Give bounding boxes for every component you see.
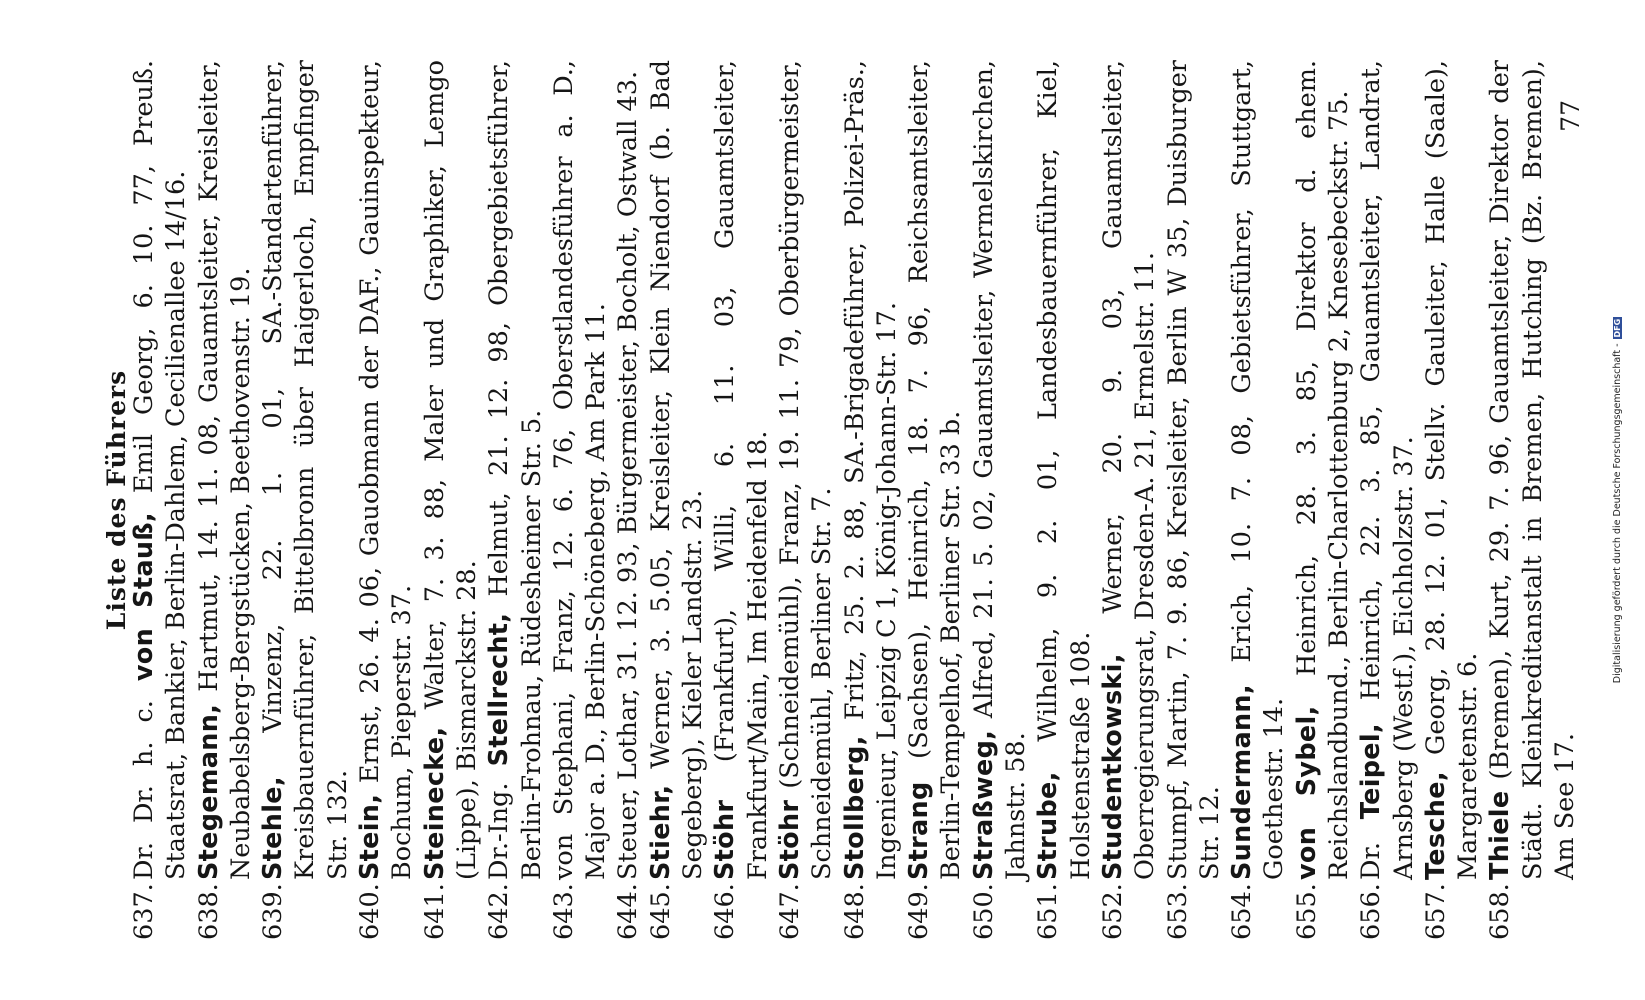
- entry-surname: Stollberg,: [839, 735, 870, 880]
- entry-text: [709, 60, 774, 880]
- entry-details: (Schneidemühl), Franz, 19. 11. 79, Oberbürgermeister, Schneidemühl, Berliner Str. 7.: [774, 59, 838, 880]
- entry-surname: Thiele: [1485, 790, 1516, 880]
- entry-surname: Stöhr: [774, 799, 805, 880]
- entry-number: 650.: [968, 883, 999, 940]
- entry-text: [839, 60, 904, 880]
- entry-number: 653.: [1162, 883, 1193, 940]
- entry-details: Heinrich, 28. 3. 85, Direktor d. ehem. Reichslandbund., Berlin-Charlottenburg 2, Knesebeckstr. 75.: [1291, 59, 1354, 880]
- entry-text: [128, 60, 193, 880]
- list-item: [128, 60, 193, 940]
- entry-number: 640.: [355, 883, 386, 940]
- digitization-credit-text: Digitalisierung gefördert durch die Deutsche Forschungsgemeinschaft -: [1612, 343, 1623, 684]
- entry-number: 639.: [258, 883, 289, 940]
- entry-details: Werner, 3. 5.05, Kreisleiter, Klein Niendorf (b. Bad Segeberg), Kieler Landstr. 23.: [645, 59, 709, 880]
- list-item: [839, 60, 904, 940]
- entry-number: 644.: [613, 883, 644, 940]
- entry-prefix: Stumpf, Martin, 7. 9. 86, Kreisleiter, Berlin W 35, Duisburger Str. 12.: [1162, 60, 1225, 880]
- list-item: [709, 60, 774, 940]
- entry-details: Emil Georg, 6. 10. 77, Preuß. Staatsrat, Bankier, Berlin-Dahlem, Cecilienallee 14/16.: [129, 60, 192, 880]
- entry-surname: Straßweg,: [968, 729, 999, 880]
- entry-surname: Strube,: [1033, 771, 1064, 880]
- entry-surname: Tesche,: [1420, 771, 1451, 880]
- entry-text: [1097, 60, 1162, 880]
- entry-text: [483, 60, 548, 880]
- entry-number: 648.: [839, 883, 870, 940]
- entry-number: 657.: [1420, 883, 1451, 940]
- entry-number: 651.: [1033, 883, 1064, 940]
- entry-details: Wilhelm, 9. 2. 01, Landesbauernführer, Kiel, Holstenstraße 108.: [1033, 60, 1096, 880]
- list-item: [1162, 60, 1227, 940]
- entry-surname: von Sybel,: [1291, 705, 1322, 880]
- entry-details: (Frankfurt), Willi, 6. 11. 03, Gauamtsleiter, Frankfurt/Main, Im Heidenfeld 18.: [710, 60, 773, 880]
- entry-number: 656.: [1356, 883, 1387, 940]
- entry-text: [903, 60, 968, 880]
- entry-text: [774, 60, 839, 880]
- entry-number: 658.: [1485, 883, 1516, 940]
- list-item: [774, 60, 839, 940]
- entry-surname: Stiehr,: [645, 784, 676, 880]
- entry-text: [1291, 60, 1356, 880]
- entry-details: Fritz, 25. 2. 88, SA.-Brigadeführer, Polizei-Präs., Ingenieur, Leipzig C 1, König-Johann-Str. 17.: [839, 60, 902, 880]
- entry-surname: Studentkowski,: [1097, 653, 1128, 880]
- entry-text: [645, 60, 710, 880]
- entry-text: [548, 60, 613, 880]
- entry-number: 652.: [1097, 883, 1128, 940]
- entry-details: Hartmut, 14. 11. 08, Gauamtsleiter, Kreisleiter, Neubabelsberg-Bergstücken, Beethovenstr. 19.: [193, 59, 256, 880]
- entry-surname: Steinecke,: [419, 726, 450, 880]
- list-item: [419, 60, 484, 940]
- entry-list: [128, 60, 1581, 940]
- list-item: [548, 60, 613, 940]
- list-item: [1226, 60, 1291, 940]
- list-item: [257, 60, 354, 940]
- list-item: [1484, 60, 1581, 940]
- entry-surname: Strang: [904, 781, 935, 880]
- entry-prefix: Dr.: [1356, 842, 1387, 880]
- entry-text: [1355, 60, 1420, 880]
- entry-text: [257, 60, 354, 880]
- entry-surname: Sundermann,: [1227, 684, 1258, 880]
- list-item: [483, 60, 548, 940]
- entry-number: 642.: [484, 883, 515, 940]
- entry-surname: von Stauß,: [129, 512, 159, 682]
- page-number: 77: [1556, 100, 1585, 132]
- entry-number: 643.: [548, 883, 579, 940]
- entry-text: [1226, 60, 1291, 880]
- entry-number: 638.: [193, 883, 224, 940]
- entry-surname: Stegemann,: [193, 703, 224, 880]
- entry-details: Helmut, 21. 12. 98, Obergebietsführer, Berlin-Frohnau, Rüdesheimer Str. 5.: [484, 59, 547, 880]
- list-item: [903, 60, 968, 940]
- entry-details: Heinrich, 22. 3. 85, Gauamtsleiter, Landrat, Arnsberg (Westf.), Eichholzstr. 37.: [1356, 59, 1419, 880]
- entry-number: 646.: [710, 883, 741, 940]
- list-item: [612, 60, 644, 940]
- entry-details: Alfred, 21. 5. 02, Gauamtsleiter, Wermelskirchen, Jahnstr. 58.: [968, 60, 1032, 880]
- dfg-logo: DFG: [1613, 318, 1622, 338]
- entry-details: Vinzenz, 22. 1. 01, SA.-Standartenführer, Kreisbauernführer, Bittelbronn über Haigerloch, Empfinger Str. 132.: [258, 60, 353, 880]
- entry-prefix: Dr.-Ing.: [484, 782, 515, 880]
- list-item: [193, 60, 258, 940]
- entry-details: Georg, 28. 12. 01, Stellv. Gauleiter, Halle (Saale), Margaretenstr. 6.: [1420, 59, 1484, 880]
- entry-number: 654.: [1227, 883, 1258, 940]
- list-item: [968, 60, 1033, 940]
- entry-number: 645.: [645, 883, 676, 940]
- entry-surname: Teipel,: [1356, 723, 1387, 820]
- entry-surname: Stein,: [355, 793, 386, 880]
- list-item: [354, 60, 419, 940]
- entry-text: [1032, 60, 1097, 880]
- entry-text: [612, 60, 644, 880]
- entry-surname: Stöhr: [710, 799, 741, 880]
- entry-prefix: Steuer, Lothar, 31. 12. 93, Bürgermeister, Bocholt, Ostwall 43.: [613, 70, 644, 880]
- entry-number: 655.: [1291, 883, 1322, 940]
- entry-surname: Stehle,: [258, 776, 289, 880]
- entry-text: [193, 60, 258, 880]
- list-item: [645, 60, 710, 940]
- list-item: [1291, 60, 1356, 940]
- entry-number: 649.: [904, 883, 935, 940]
- list-item: [1097, 60, 1162, 940]
- entry-details: Werner, 20. 9. 03, Gauamtsleiter, Oberregierungsrat, Dresden-A. 21, Ermelstr. 11.: [1097, 60, 1161, 880]
- list-item: [1355, 60, 1420, 940]
- entry-text: [419, 60, 484, 880]
- entry-surname: Stellrecht,: [484, 612, 515, 767]
- entry-details: Ernst, 26. 4. 06, Gauobmann der DAF., Gauinspekteur, Bochum, Pieperstr. 37.: [355, 60, 418, 880]
- entry-number: 641.: [419, 883, 450, 940]
- entry-details: (Bremen), Kurt, 29. 7. 96, Gauamtsleiter, Direktor der Städt. Kleinkreditanstalt in Bremen, Hutching (Bz. Bremen), Am See 17.: [1485, 60, 1581, 880]
- page-title: Liste des Führers: [102, 369, 131, 631]
- entry-text: [1162, 60, 1227, 880]
- entry-text: [1420, 60, 1485, 880]
- digitization-credit: [1612, 0, 1623, 1000]
- list-item: [1032, 60, 1097, 940]
- entry-text: [354, 60, 419, 880]
- entry-prefix: Dr. Dr. h. c.: [129, 700, 159, 880]
- entry-number: 647.: [774, 883, 805, 940]
- entry-details: Erich, 10. 7. 08, Gebietsführer, Stuttgart, Goethestr. 14.: [1227, 60, 1290, 880]
- entry-prefix: von Stephani, Franz, 12. 6. 76, Oberstlandesführer a. D., Major a. D., Berlin-Schöneberg, Am Park 11.: [548, 60, 612, 880]
- list-item: [1420, 60, 1485, 940]
- entry-text: [1484, 60, 1581, 880]
- entry-text: [968, 60, 1033, 880]
- entry-details: Walter, 7. 3. 88, Maler und Graphiker, Lemgo (Lippe), Bismarckstr. 28.: [419, 59, 482, 880]
- entry-details: (Sachsen), Heinrich, 18. 7. 96, Reichsamtsleiter, Berlin-Tempelhof, Berliner Str. 33 b.: [904, 60, 967, 880]
- entry-number: 637.: [129, 883, 159, 940]
